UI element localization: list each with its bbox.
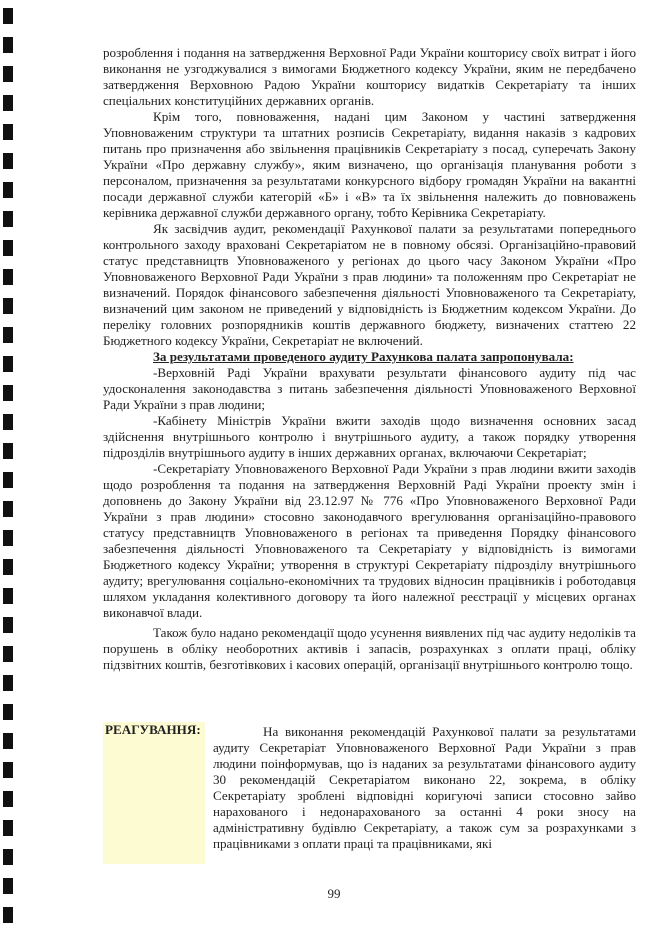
binding-hole <box>3 385 13 401</box>
recommendation-item: -Кабінету Міністрів України вжити заходів щодо визначення основних засад здійснення внутрішнього контролю і внутрішнього аудиту, а також порядку утворення підрозділів внутрішнього аудиту в інших державних органах, включаючи Секретаріат; <box>103 413 636 460</box>
response-label: РЕАГУВАННЯ: <box>103 722 205 864</box>
binding-hole <box>3 849 13 865</box>
binding-hole <box>3 530 13 546</box>
binding-hole <box>3 472 13 488</box>
binding-hole <box>3 501 13 517</box>
binding-hole <box>3 733 13 749</box>
binding-hole <box>3 704 13 720</box>
binding-hole <box>3 124 13 140</box>
binding-hole <box>3 617 13 633</box>
binding-hole <box>3 443 13 459</box>
binding-hole <box>3 907 13 923</box>
binding-hole <box>3 182 13 198</box>
binding-hole <box>3 95 13 111</box>
binding-hole <box>3 559 13 575</box>
recommendation-item: -Верховній Раді України врахувати результати фінансового аудиту під час удосконалення законодавства з питань забезпечення діяльності Уповноваженого Верховної Ради України з прав людини; <box>103 365 636 412</box>
binding-hole <box>3 211 13 227</box>
binding-hole <box>3 153 13 169</box>
binding-hole <box>3 240 13 256</box>
binding-hole <box>3 327 13 343</box>
recommendations-heading: За результатами проведеного аудиту Рахункова палата запропонувала: <box>153 349 574 364</box>
binding-hole <box>3 66 13 82</box>
binding-hole <box>3 414 13 430</box>
paragraph: розроблення і подання на затвердження Верховної Ради України кошторису своїх витрат і його виконання не узгоджувалися з вимогами Бюджетного кодексу України, яким не передбачено затвердження Верховною Радою України кошторису видатків Секретаріату та інших спеціальних конституційних державних органів. <box>103 45 636 108</box>
binding-hole <box>3 820 13 836</box>
paragraph: Також було надано рекомендації щодо усунення виявлених під час аудиту недоліків та порушень в обліку необоротних активів і запасів, розрахунках з оплати праці, обліку підзвітних коштів, безготівкових і касових операцій, організації внутрішнього контролю тощо. <box>103 625 636 672</box>
binding-hole <box>3 791 13 807</box>
binding-hole <box>3 588 13 604</box>
binding-hole <box>3 356 13 372</box>
response-text: На виконання рекомендацій Рахункової палати за результатами аудиту Секретаріат Уповноваженого Верховної Ради України з прав людини поінформував, що із наданих за результатами фінансового аудиту 30 рекомендацій Секретаріатом виконано 22, зокрема, в обліку Секретаріату зроблені відповідні коригуючі записи стосовно зайво нарахованого і недонарахованого за останні 4 роки зносу на адміністративну будівлю Секретаріату, а також сум за розрахунками з працівниками з оплати праці та працівниками, які <box>213 724 636 851</box>
binding-hole <box>3 269 13 285</box>
binding-hole <box>3 675 13 691</box>
binding-hole <box>3 762 13 778</box>
binding-holes <box>0 0 16 936</box>
binding-hole <box>3 8 13 24</box>
document-body <box>103 45 636 673</box>
page-number: 99 <box>327 886 341 901</box>
binding-hole <box>3 298 13 314</box>
binding-hole <box>3 37 13 53</box>
paragraph: Як засвідчив аудит, рекомендації Рахункової палати за результатами попереднього контрольного заходу враховані Секретаріатом не в повному обсязі. Організаційно-правовий статус представництв Уповноваженого у регіонах до цього часу Законом України «Про Уповноваженого Верховної Ради України з прав людини» та положенням про Секретаріат не визначений. Порядок фінансового забезпечення діяльності Уповноваженого та Секретаріату, визначений цим законом не приведений у відповідність із Бюджетним кодексом України. До переліку головних розпорядників коштів державного бюджету, визначених статтею 22 Бюджетного кодексу України, Секретаріат не включений. <box>103 221 636 348</box>
recommendation-item: -Секретаріату Уповноваженого Верховної Ради України з прав людини вжити заходів щодо розроблення та подання на затвердження Верховній Раді України проекту змін і доповнень до Закону України від 23.12.97 № 776 «Про Уповноваженого Верховної Ради України з прав людини» стосовно законодавчого врегулювання організаційно-правового статусу представництв Уповноваженого в регіонах та приведення Порядку фінансового забезпечення діяльності Уповноваженого та Секретаріату у відповідність із вимогами Бюджетного кодексу України; утворення в структурі Секретаріату підрозділу внутрішнього аудиту; врегулювання соціально-економічних та трудових відносин працівників і роботодавця шляхом укладання колективного договору та його належної реєстрації у місцевих органах виконавчої влади. <box>103 461 636 620</box>
binding-hole <box>3 646 13 662</box>
paragraph: Крім того, повноваження, надані цим Законом у частині затвердження Уповноваженим структури та штатних розписів Секретаріату, видання наказів з кадрових питань про призначення або звільнення працівників Секретаріату з посад, суперечать Закону України «Про державну службу», яким визначено, що організація планування роботи з персоналом, призначення за результатами конкурсного відбору громадян України на вакантні посади державної служби категорій «Б» і «В» та їх звільнення належить до повноважень керівника державної служби державного органу, тобто Керівника Секретаріату. <box>103 109 636 220</box>
